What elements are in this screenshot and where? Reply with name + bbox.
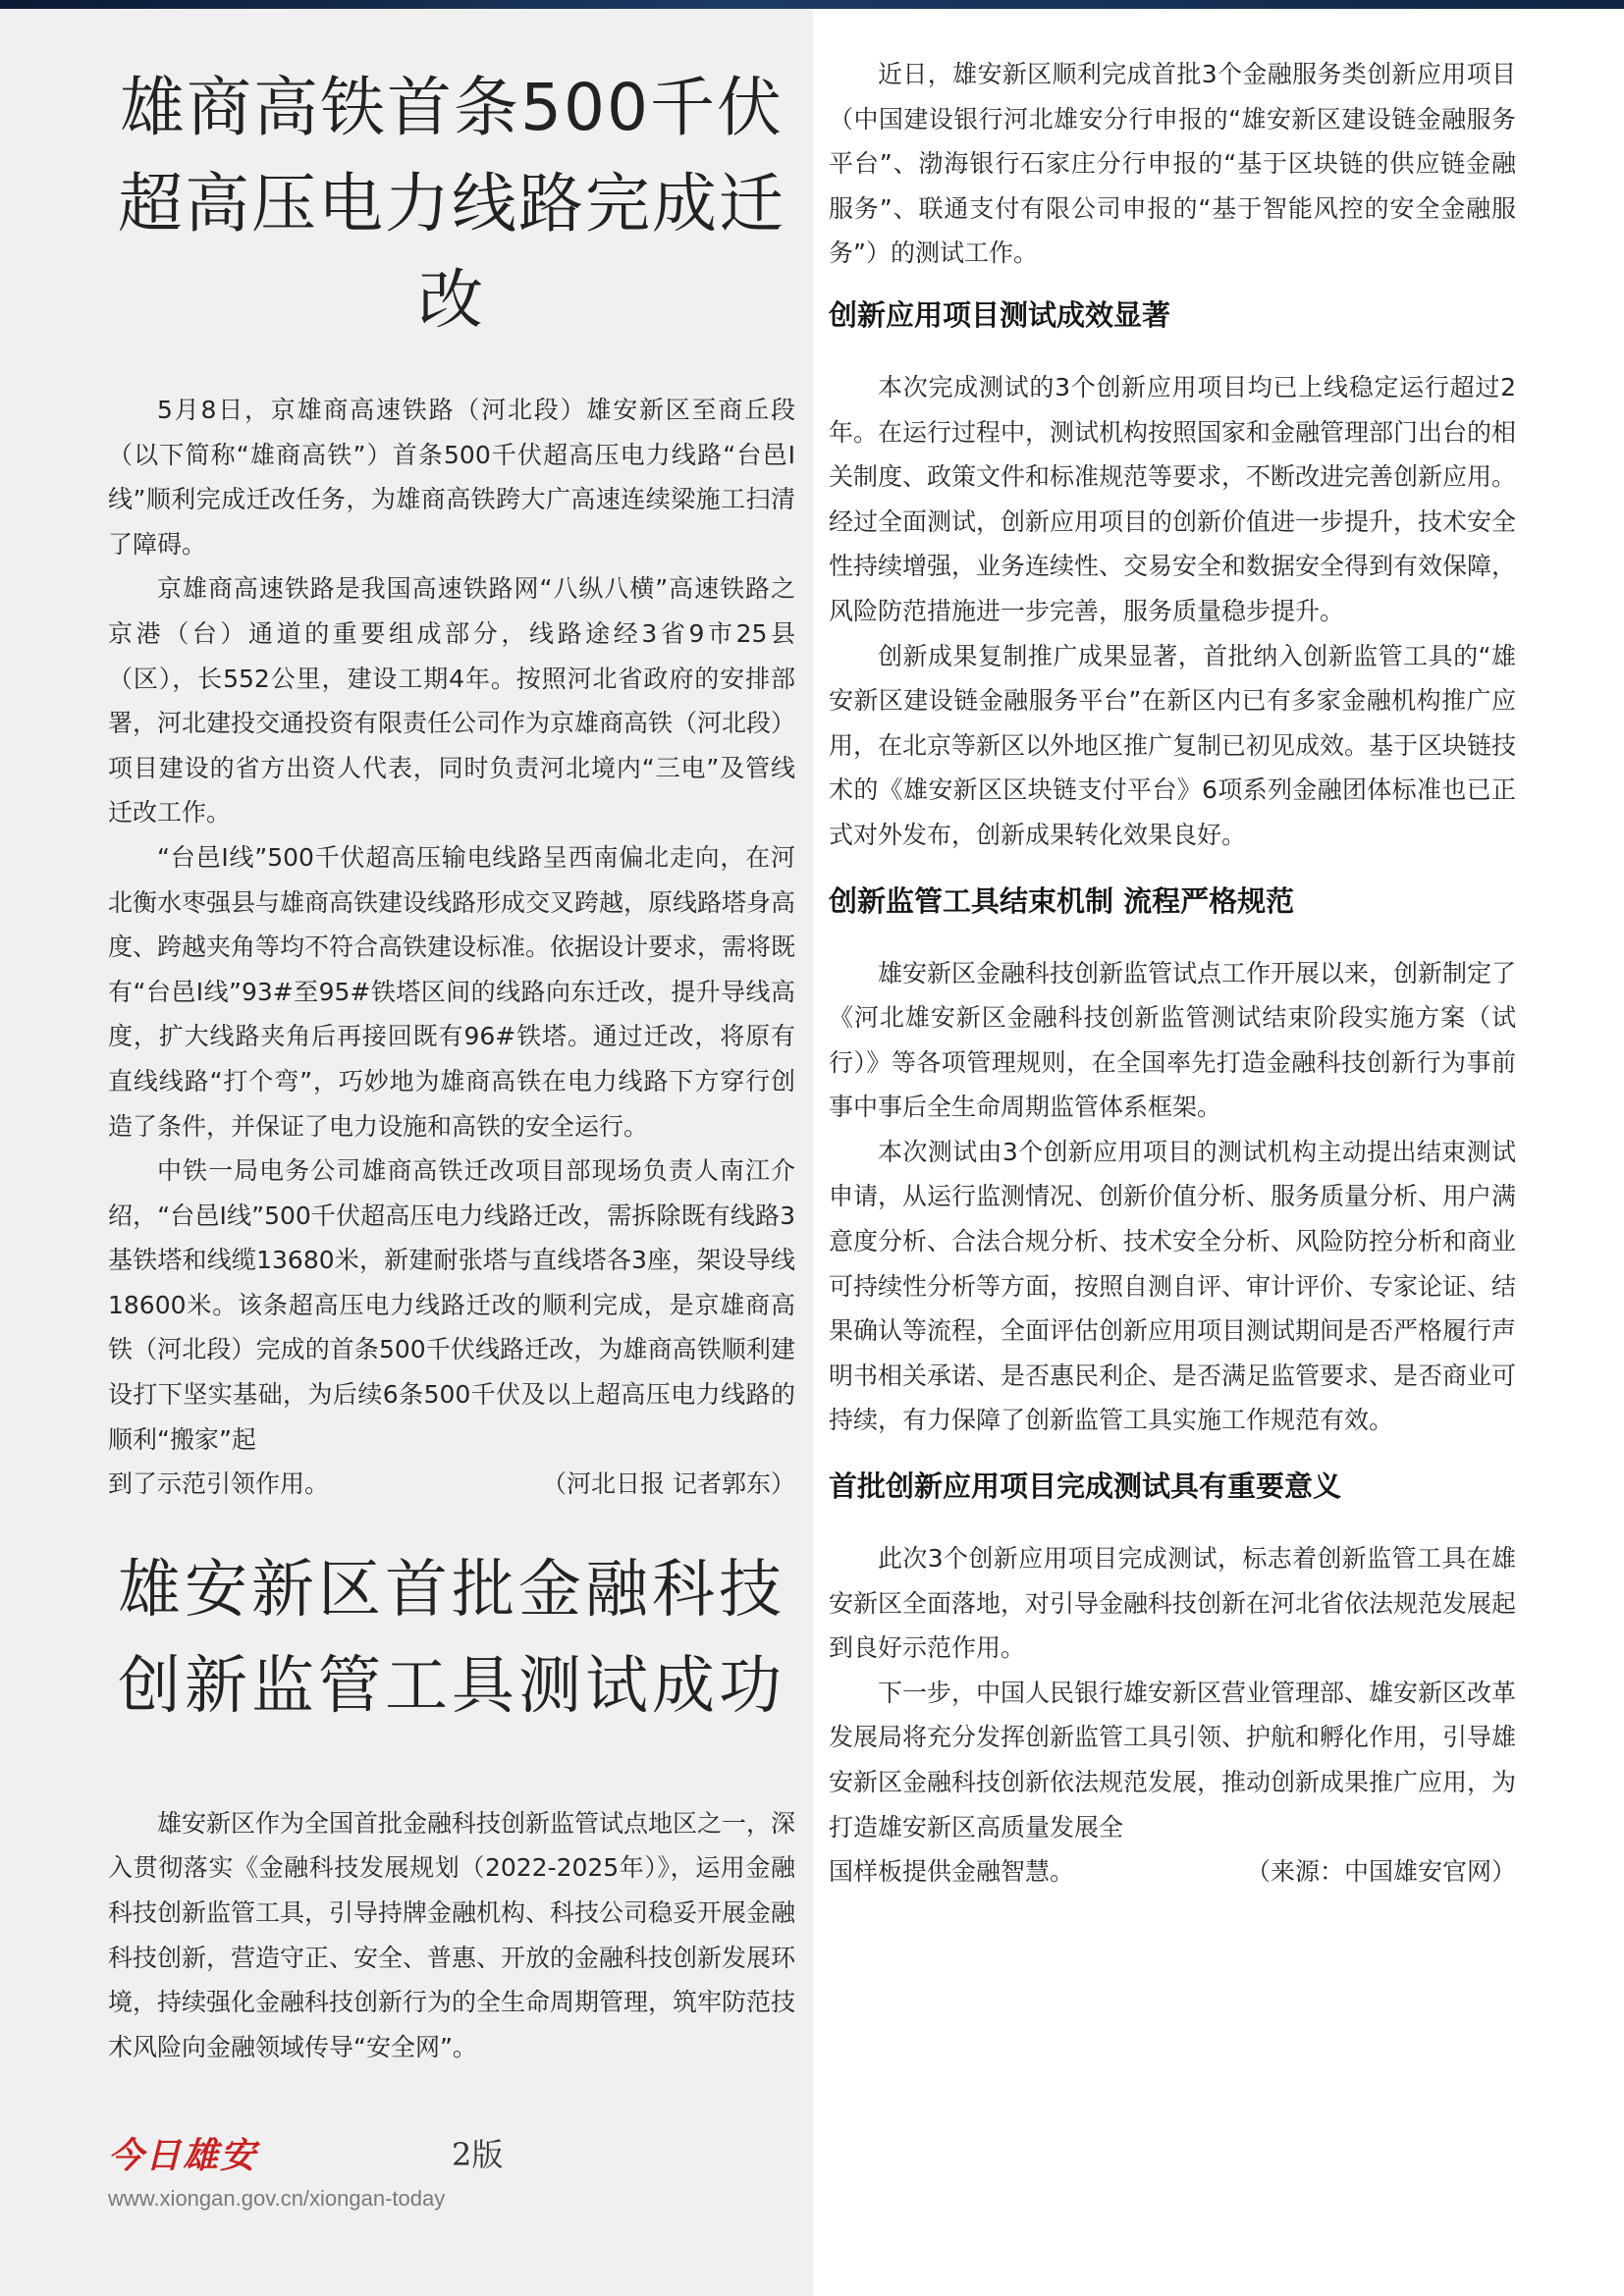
article1-paragraph: 京雄商高速铁路是我国高速铁路网“八纵八横”高速铁路之京港（台）通道的重要组成部分，线路途经3省9市25县（区），长552公里，建设工期4年。按照河北省政府的安排部署，河北建投交通投资有限责任公司作为京雄商高铁（河北段）项目建设的省方出资人代表，同时负责河北境内“三电”及管线迁改工作。 (108, 574, 796, 828)
article1-paragraph: 5月8日，京雄商高速铁路（河北段）雄安新区至商丘段（以下简称“雄商高铁”）首条500千伏超高压电力线路“台邑Ⅰ线”顺利完成迁改任务，为雄商高铁跨大广高速连续梁施工扫清了障碍。 (108, 396, 795, 559)
footer-url: www.xiongan.gov.cn/xiongan-today (108, 2186, 446, 2211)
section2-paragraph: 本次测试由3个创新应用项目的测试机构主动提出结束测试申请，从运行监测情况、创新价值分析、服务质量分析、用户满意度分析、合法合规分析、技术安全分析、风险防控分析和商业可持续性分析等方面，按照自测自评、审计评价、专家论证、结果确认等流程，全面评估创新应用项目测试期间是否严格履行声明书相关承诺、是否惠民利企、是否满足监管要求、是否商业可持续，有力保障了创新监管工具实施工作规范有效。 (829, 1137, 1517, 1435)
article2-source: （来源：中国雄安官网） (1245, 1857, 1516, 1887)
article2-intro-paragraph: 雄安新区作为全国首批金融科技创新监管试点地区之一，深入贯彻落实《金融科技发展规划（2022-2025年）》，运用金融科技创新监管工具，引导持牌金融机构、科技公司稳妥开展金融科技创新，营造守正、安全、普惠、开放的金融科技创新发展环境，持续强化金融科技创新行为的全生命周期管理，筑牢防范技术风险向金融领域传导“安全网”。 (108, 1808, 796, 2061)
section3-heading: 首批创新应用项目完成测试具有重要意义 (829, 1469, 1342, 1504)
article2-title-line1: 雄安新区首批金融科技 (118, 1553, 785, 1627)
section1-heading: 创新应用项目测试成效显著 (829, 297, 1171, 332)
article1-body (108, 388, 795, 1507)
page-footer (108, 2128, 619, 2212)
section1-paragraph: 创新成果复制推广成果显著，首批纳入创新监管工具的“雄安新区建设链金融服务平台”在新区内已有多家金融机构推广应用，在北京等新区以外地区推广复制已初见成效。基于区块链技术的《雄安新区区块链支付平台》6项系列金融团体标准也已正式对外发布，创新成果转化效果良好。 (829, 641, 1517, 849)
article1-paragraph: 中铁一局电务公司雄商高铁迁改项目部现场负责人南江介绍，“台邑Ⅰ线”500千伏超高压电力线路迁改，需拆除既有线路3基铁塔和线缆13680米，新建耐张塔与直线塔各3座，架设导线18600米。该条超高压电力线路迁改的顺利完成，是京雄商高铁（河北段）完成的首条500千伏线路迁改，为雄商高铁顺利建设打下坚实基础，为后续6条500千伏及以上超高压电力线路的顺利“搬家”起 (108, 1156, 795, 1454)
section3-last-line: 国样板提供金融智慧。 (829, 1857, 1075, 1887)
publication-logo: 今日雄安 (108, 2135, 258, 2176)
article1-closing-line (108, 1462, 795, 1507)
article1-headline (108, 60, 795, 348)
section3-body (829, 1536, 1516, 1895)
article1-title-line1: 雄商高铁首条500千伏 (120, 70, 784, 145)
article1-last-line: 到了示范引领作用。 (108, 1469, 330, 1499)
section3-paragraph: 下一步，中国人民银行雄安新区营业管理部、雄安新区改革发展局将充分发挥创新监管工具引领、护航和孵化作用，引导雄安新区金融科技创新依法规范发展，推动创新成果推广应用，为打造雄安新区高质量发展全 (829, 1678, 1517, 1842)
left-column (108, 9, 795, 2069)
article2-lead (829, 52, 1516, 276)
article2-title-line2: 创新监管工具测试成功 (118, 1649, 785, 1723)
page-number: 2版 (452, 2136, 504, 2173)
article1-paragraph: “台邑Ⅰ线”500千伏超高压输电线路呈西南偏北走向，在河北衡水枣强县与雄商高铁建设线路形成交叉跨越，原线路塔身高度、跨越夹角等均不符合高铁建设标准。依据设计要求，需将既有“台邑Ⅰ线”93#至95#铁塔区间的线路向东迁改，提升导线高度，扩大线路夹角后再接回既有96#铁塔。通过迁改，将原有直线线路“打个弯”，巧妙地为雄商高铁在电力线路下方穿行创造了条件，并保证了电力设施和高铁的安全运行。 (108, 842, 796, 1141)
article2-headline (108, 1542, 795, 1735)
article2-intro (108, 1801, 795, 2070)
section3-closing-line (829, 1849, 1516, 1895)
article2-lead-paragraph: 近日，雄安新区顺利完成首批3个金融服务类创新应用项目（中国建设银行河北雄安分行申报的“雄安新区建设链金融服务平台”、渤海银行石家庄分行申报的“基于区块链的供应链金融服务”、联通支付有限公司申报的“基于智能风控的安全金融服务”）的测试工作。 (829, 60, 1516, 268)
right-column (829, 9, 1516, 1895)
article1-title-line2: 超高压电力线路完成迁改 (118, 166, 785, 338)
section2-heading: 创新监管工具结束机制 流程严格规范 (829, 883, 1295, 918)
section2-paragraph: 雄安新区金融科技创新监管试点工作开展以来，创新制定了《河北雄安新区金融科技创新监管测试结束阶段实施方案（试行）》等各项管理规则，在全国率先打造金融科技创新行为事前事中事后全生命周期监管体系框架。 (829, 958, 1517, 1122)
article1-source: （河北日报 记者郭东） (542, 1469, 795, 1499)
section2-body (829, 951, 1516, 1444)
section3-paragraph: 此次3个创新应用项目完成测试，标志着创新监管工具在雄安新区全面落地，对引导金融科技创新在河北省依法规范发展起到良好示范作用。 (829, 1544, 1517, 1663)
section1-paragraph: 本次完成测试的3个创新应用项目均已上线稳定运行超过2年。在运行过程中，测试机构按照国家和金融管理部门出台的相关制度、政策文件和标准规范等要求，不断改进完善创新应用。经过全面测试，创新应用项目的创新价值进一步提升，技术安全性持续增强，业务连续性、交易安全和数据安全得到有效保障，风险防范措施进一步完善，服务质量稳步提升。 (829, 372, 1517, 625)
section1-body (829, 365, 1516, 858)
top-accent-bar (0, 0, 1624, 9)
